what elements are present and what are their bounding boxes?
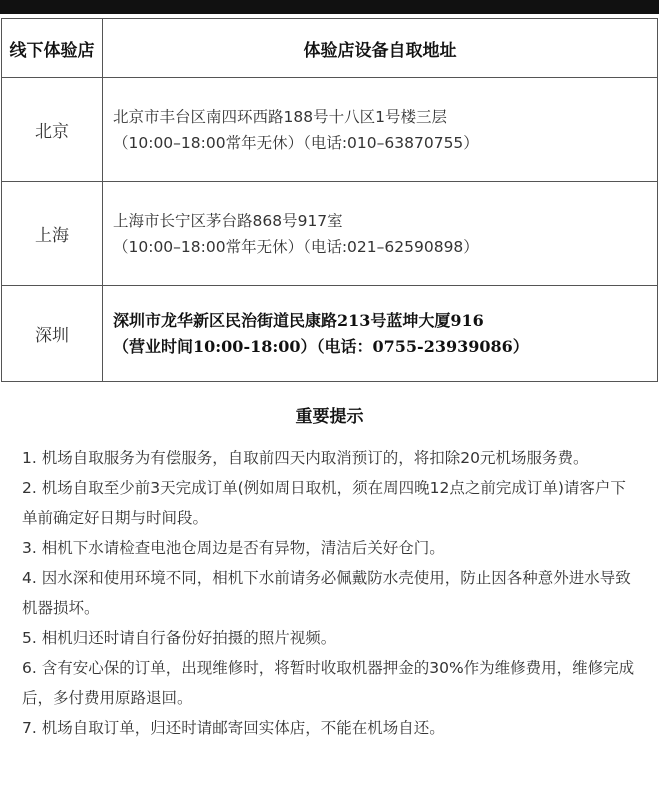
address-line: 上海市长宁区茅台路868号917室	[113, 211, 343, 230]
notice-item: 2. 机场自取至少前3天完成订单(例如周日取机，须在周四晚12点之前完成订单)请客户下单前确定好日期与时间段。	[22, 479, 626, 527]
address-shenzhen	[103, 286, 658, 382]
table-row	[2, 182, 658, 286]
table-row	[2, 78, 658, 182]
address-line: 深圳市龙华新区民治街道民康路213号蓝坤大厦916	[113, 310, 484, 330]
table-header-row	[2, 19, 658, 78]
header-store: 线下体验店	[2, 19, 103, 78]
notice-item: 1. 机场自取服务为有偿服务，自取前四天内取消预订的，将扣除20元机场服务费。	[22, 449, 589, 467]
notice-item: 7. 机场自取订单，归还时请邮寄回实体店，不能在机场自还。	[22, 719, 445, 737]
notice-item: 5. 相机归还时请自行备份好拍摄的照片视频。	[22, 629, 337, 647]
hours-phone-line: （10:00–18:00常年无休）（电话:010–63870755）	[113, 133, 479, 152]
notice-list	[22, 443, 640, 743]
top-bar	[0, 0, 659, 14]
notice-item: 4. 因水深和使用环境不同，相机下水前请务必佩戴防水壳使用，防止因各种意外进水导致机器损坏。	[22, 569, 631, 617]
store-address-table	[1, 18, 658, 382]
city-shanghai: 上海	[2, 182, 103, 286]
hours-phone-line: （营业时间10:00-18:00）（电话：0755-23939086）	[113, 336, 529, 356]
header-address: 体验店设备自取地址	[103, 19, 658, 78]
notice-title: 重要提示	[295, 407, 364, 427]
notice-item: 3. 相机下水请检查电池仓周边是否有异物，清洁后关好仓门。	[22, 539, 445, 557]
address-line: 北京市丰台区南四环西路188号十八区1号楼三层	[113, 107, 447, 126]
address-shanghai	[103, 182, 658, 286]
table-row	[2, 286, 658, 382]
city-beijing: 北京	[2, 78, 103, 182]
city-shenzhen: 深圳	[2, 286, 103, 382]
hours-phone-line: （10:00–18:00常年无休）（电话:021–62590898）	[113, 237, 479, 256]
address-beijing	[103, 78, 658, 182]
notice-item: 6. 含有安心保的订单，出现维修时，将暂时收取机器押金的30%作为维修费用，维修完成后，多付费用原路退回。	[22, 659, 635, 707]
